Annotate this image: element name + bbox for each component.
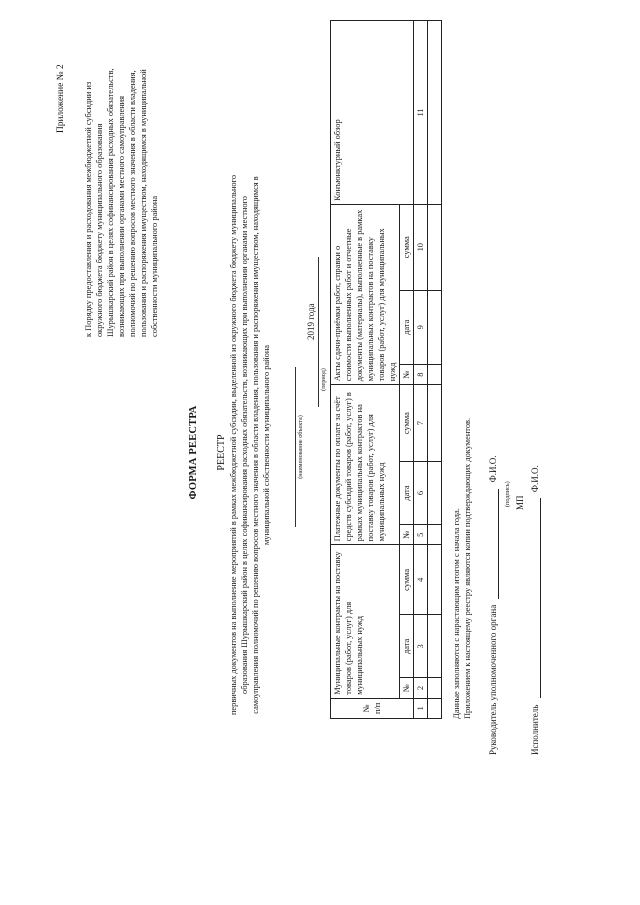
executor-fio: Ф.И.О. bbox=[530, 465, 540, 493]
annex-purpose bbox=[83, 17, 160, 337]
table-cell[interactable] bbox=[428, 385, 442, 462]
stamp-place: МП bbox=[515, 495, 525, 510]
header-acceptance-acts: Акты сдачи-приёмки работ, справки о стоимости выполненных работ и отчетные документы (материалы), выполненные в рамках муниципальных контрактов на поставку товаров (работ, услуг) для муниципальных нужд bbox=[331, 204, 400, 384]
head-label: Руководитель уполномоченного органа bbox=[488, 604, 498, 755]
subheader-sum: сумма bbox=[400, 545, 414, 615]
executor-label: Исполнитель bbox=[530, 704, 540, 755]
purpose-line: к Порядку предоставления и расходования межбюджетной субсидии из bbox=[84, 81, 93, 337]
column-number: 11 bbox=[414, 21, 428, 205]
note-line: Данные заполняются с нарастающим итогом с начала года. bbox=[452, 508, 461, 719]
purpose-line: пользования и распоряжения имуществом, находящимся в муниципальной bbox=[139, 69, 148, 337]
header-number: № п/п bbox=[331, 698, 414, 718]
table-cell[interactable] bbox=[428, 678, 442, 698]
header-contracts: Муниципальные контракты на поставку товаров (работ, услуг) для муниципальных нужд bbox=[331, 545, 400, 698]
object-name-caption: (наименование объекта) bbox=[297, 415, 304, 479]
purpose-line: Шурышкарский район в целях софинансирования расходных обязательств, bbox=[106, 68, 115, 337]
subheader-sum: сумма bbox=[400, 385, 414, 462]
column-number: 1 bbox=[414, 698, 428, 718]
registry-table bbox=[330, 20, 442, 719]
subheader-sum: сумма bbox=[400, 204, 414, 290]
intro-line: муниципальной собственности муниципального района bbox=[262, 344, 271, 546]
executor-line[interactable] bbox=[530, 498, 541, 698]
purpose-line: полномочий по решению вопросов местного значения в области владения, bbox=[128, 70, 137, 337]
head-signature-line bbox=[488, 455, 499, 755]
form-title: ФОРМА РЕЕСТРА bbox=[188, 405, 199, 500]
intro-line: самоуправления полномочий по решению вопросов местного значения в области владения, пользования и распоряжения имуществом, находящимся в bbox=[251, 176, 260, 714]
column-number: 3 bbox=[414, 615, 428, 678]
subheader-date: дата bbox=[400, 615, 414, 678]
column-number: 8 bbox=[414, 364, 428, 384]
table-cell[interactable] bbox=[428, 204, 442, 290]
column-number: 2 bbox=[414, 678, 428, 698]
table-header-row bbox=[331, 21, 400, 719]
column-number: 10 bbox=[414, 204, 428, 290]
subheader-no: № bbox=[400, 678, 414, 698]
intro-line: первичных документов на выполнение мероприятий в рамках межбюджетной субсидии, выделенной из окружного бюджета бюджету муниципального bbox=[229, 174, 238, 716]
registry-intro bbox=[228, 135, 272, 755]
column-number: 4 bbox=[414, 545, 428, 615]
subheader-no: № bbox=[400, 525, 414, 545]
table-empty-row bbox=[428, 21, 442, 719]
executor-signature-line bbox=[530, 465, 541, 755]
signature-caption: (подпись) bbox=[504, 481, 511, 507]
purpose-line: окружного бюджета бюджету муниципального образования bbox=[95, 123, 104, 337]
note-line: Приложением к настоящему реестру являются копии подтверждающих документов. bbox=[463, 417, 472, 719]
signature-line[interactable] bbox=[488, 489, 499, 599]
column-number: 7 bbox=[414, 385, 428, 462]
header-payment-docs: Платежные документы по оплате за счёт средств субсидий товаров (работ, услуг) в рамках муниципальных контрактов на поставку товаров (работ, услуг) для муниципальных нужд bbox=[331, 385, 400, 545]
registry-title: РЕЕСТР bbox=[216, 434, 227, 471]
head-fio: Ф.И.О. bbox=[488, 455, 498, 483]
table-cell[interactable] bbox=[428, 364, 442, 384]
table-cell[interactable] bbox=[428, 615, 442, 678]
table-cell[interactable] bbox=[428, 461, 442, 524]
purpose-line: собственности муниципального района bbox=[150, 195, 159, 337]
annex-label: Приложение № 2 bbox=[56, 64, 66, 133]
table-cell[interactable] bbox=[428, 290, 442, 364]
header-market-review: Конъюнктурный обзор bbox=[331, 21, 414, 205]
column-number-row bbox=[414, 21, 428, 719]
period-caption: (период) bbox=[320, 368, 327, 391]
subheader-date: дата bbox=[400, 461, 414, 524]
column-number: 5 bbox=[414, 525, 428, 545]
notes bbox=[451, 418, 473, 719]
column-number: 9 bbox=[414, 290, 428, 364]
subheader-no: № bbox=[400, 364, 414, 384]
intro-line: образования Шурышкарский район в целях софинансирования расходных обязательств, возникающих при выполнении органами местного bbox=[240, 196, 249, 694]
year-text: 2019 года bbox=[306, 303, 316, 340]
subheader-date: дата bbox=[400, 290, 414, 364]
table-cell[interactable] bbox=[428, 525, 442, 545]
table-cell[interactable] bbox=[428, 698, 442, 718]
table-cell[interactable] bbox=[428, 545, 442, 615]
column-number: 6 bbox=[414, 461, 428, 524]
purpose-line: возникающих при выполнении органами местного самоуправления bbox=[117, 95, 126, 337]
table-cell[interactable] bbox=[428, 21, 442, 205]
